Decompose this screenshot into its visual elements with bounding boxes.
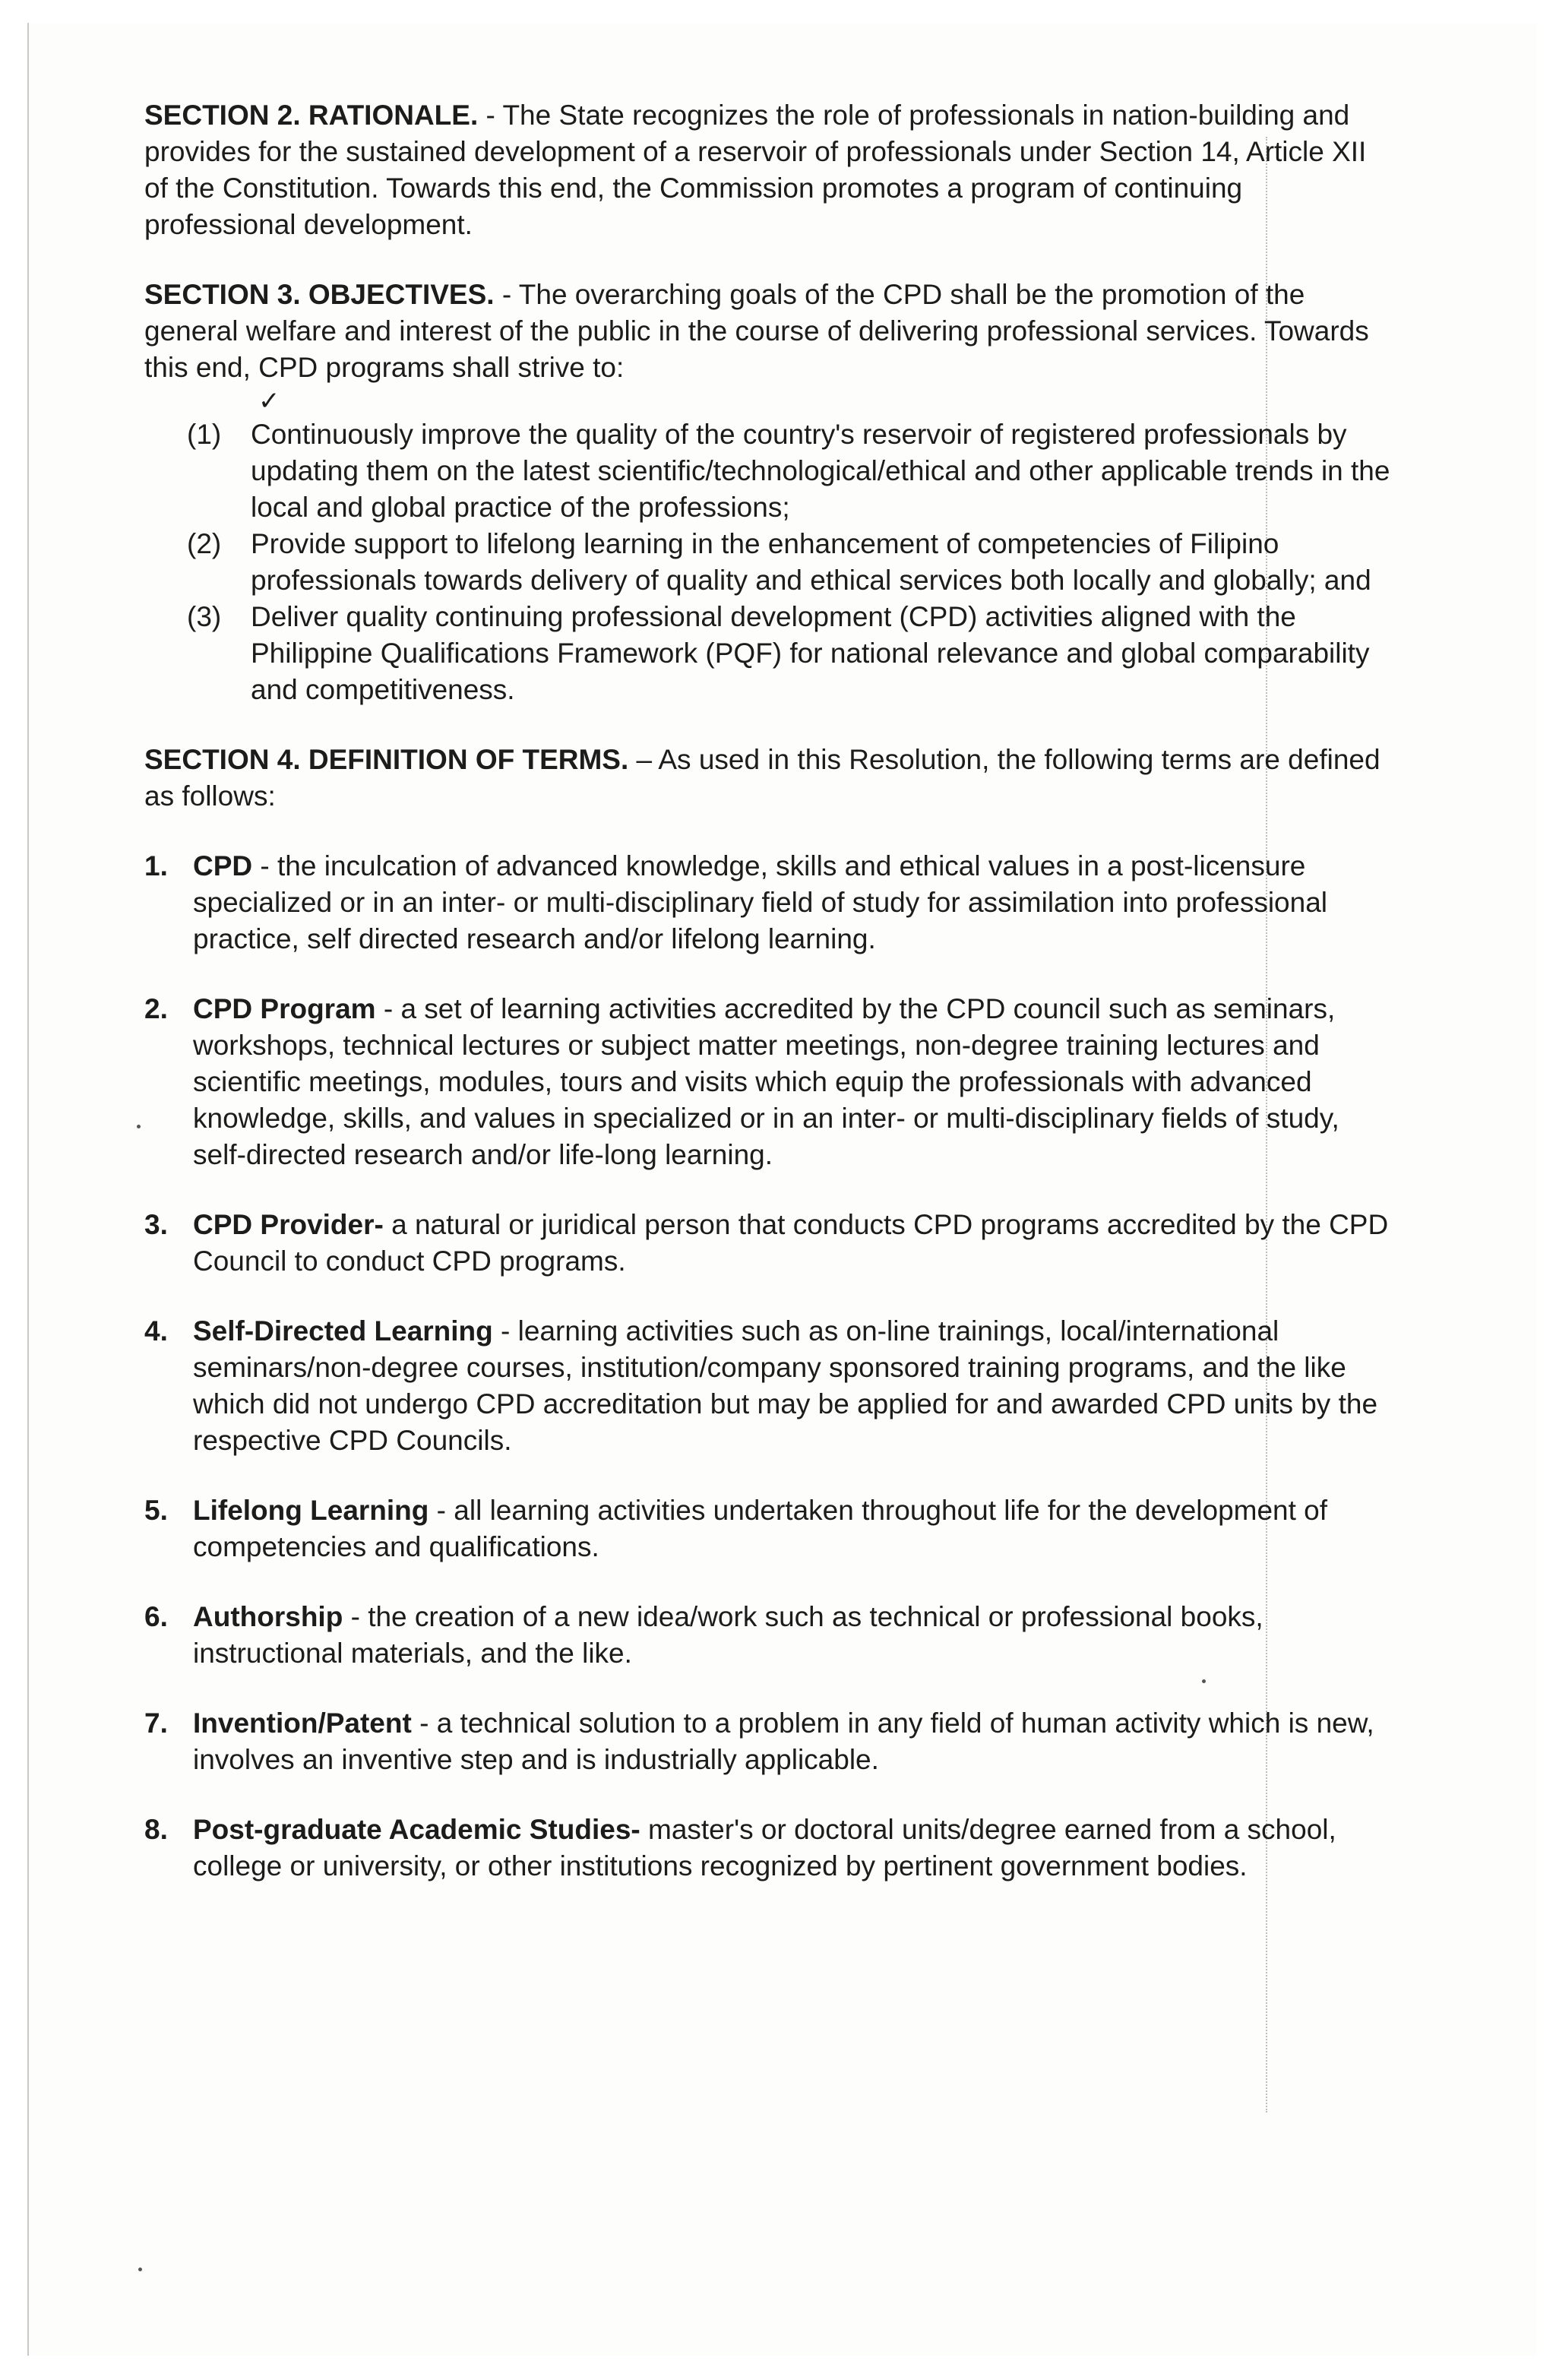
definition-body <box>193 1492 1390 1565</box>
definition-number: 3. <box>144 1209 168 1240</box>
definition-item-cpd <box>144 848 1390 957</box>
definition-item-cpd-program <box>144 991 1390 1173</box>
definition-number: 2. <box>144 993 168 1024</box>
definition-term: Invention/Patent <box>193 1707 412 1739</box>
definition-body <box>193 1599 1390 1672</box>
definition-number: 4. <box>144 1315 168 1347</box>
definition-text: a natural or juridical person that conducts CPD programs accredited by the CPD Council to conduct CPD programs. <box>193 1209 1389 1277</box>
definition-term: Authorship <box>193 1601 343 1632</box>
definition-body <box>193 991 1390 1173</box>
section-definitions-heading: SECTION 4. DEFINITION OF TERMS. <box>144 744 629 775</box>
objectives-list <box>144 416 1390 708</box>
definition-text: - a set of learning activities accredited by the CPD council such as seminars, workshops, technical lectures or subject matter meetings, non-degree training lectures and scientific meetings, modules, tours and visits which equip the professionals with advanced knowledge, skills, and values in specialized or in an inter- or multi-disciplinary fields of study, self-directed research and/or life-long learning. <box>193 993 1339 1170</box>
definition-item-cpd-provider <box>144 1207 1390 1280</box>
definition-term: Lifelong Learning <box>193 1495 429 1526</box>
document-page <box>144 97 1390 1918</box>
objective-text: Continuously improve the quality of the country's reservoir of registered professionals by updating them on the latest scientific/technological/ethical and other applicable trends in the local and global practice of the professions; <box>251 419 1390 523</box>
objective-text: Provide support to lifelong learning in the enhancement of competencies of Filipino professionals towards delivery of quality and ethical services both locally and globally; and <box>251 528 1371 596</box>
objective-number: (1) <box>187 419 222 450</box>
scan-speck <box>137 1125 141 1128</box>
definition-number: 8. <box>144 1814 168 1845</box>
definition-number: 1. <box>144 850 168 881</box>
section-definitions-paragraph <box>144 742 1390 815</box>
definitions-list <box>144 848 1390 1885</box>
definition-body <box>193 848 1390 957</box>
definition-text: master's or doctoral units/degree earned from a school, college or university, or other institutions recognized by pertinent government bodies. <box>193 1814 1336 1882</box>
objective-number: (3) <box>187 601 222 632</box>
section-objectives <box>144 277 1390 708</box>
definition-text: - learning activities such as on-line trainings, local/international seminars/non-degree courses, institution/company sponsored training programs, and the like which did not undergo CPD accreditation but may be applied for and awarded CPD units by the respective CPD Councils. <box>193 1315 1378 1456</box>
objective-item <box>144 526 1390 599</box>
objective-text: Deliver quality continuing professional development (CPD) activities aligned with the Philippine Qualifications Framework (PQF) for national relevance and global comparability and competitiveness. <box>251 601 1370 705</box>
definition-term: CPD Program <box>193 993 376 1024</box>
definition-item-invention-patent <box>144 1705 1390 1778</box>
section-rationale-heading: SECTION 2. RATIONALE. <box>144 100 479 131</box>
definition-text: - the creation of a new idea/work such as technical or professional books, instructional materials, and the like. <box>193 1601 1263 1669</box>
section-definitions <box>144 742 1390 1885</box>
section-objectives-text: - The overarching goals of the CPD shall be the promotion of the general welfare and interest of the public in the course of delivering professional services. Towards this end, CPD programs shall strive to: <box>144 279 1369 383</box>
definition-body <box>193 1313 1390 1459</box>
definition-text: - the inculcation of advanced knowledge, skills and ethical values in a post-licensure specialized or in an inter- or multi-disciplinary field of study for assimilation into professional practice, self directed research and/or lifelong learning. <box>193 850 1327 954</box>
objective-item <box>144 416 1390 526</box>
section-rationale <box>144 97 1390 243</box>
definition-item-authorship <box>144 1599 1390 1672</box>
definition-number: 5. <box>144 1495 168 1526</box>
definition-text: - all learning activities undertaken throughout life for the development of competencies and qualifications. <box>193 1495 1328 1562</box>
definition-body <box>193 1812 1390 1885</box>
definition-term: CPD <box>193 850 253 881</box>
definition-body <box>193 1705 1390 1778</box>
definition-term: Self-Directed Learning <box>193 1315 493 1347</box>
section-rationale-paragraph <box>144 97 1390 243</box>
definition-item-self-directed-learning <box>144 1313 1390 1459</box>
section-objectives-paragraph <box>144 277 1390 386</box>
definition-term: Post-graduate Academic Studies- <box>193 1814 640 1845</box>
definition-body <box>193 1207 1390 1280</box>
definition-text: - a technical solution to a problem in any field of human activity which is new, involves an inventive step and is industrially applicable. <box>193 1707 1374 1775</box>
definition-item-lifelong-learning <box>144 1492 1390 1565</box>
section-definitions-text: – As used in this Resolution, the following terms are defined as follows: <box>144 744 1380 812</box>
section-rationale-text: - The State recognizes the role of professionals in nation-building and provides for the sustained development of a reservoir of professionals under Section 14, Article XII of the Constitution. Towards this end, the Commission promotes a program of continuing professional development. <box>144 100 1367 240</box>
definition-number: 7. <box>144 1707 168 1739</box>
scan-speck <box>138 2268 142 2271</box>
definition-number: 6. <box>144 1601 168 1632</box>
definition-item-post-graduate-studies <box>144 1812 1390 1885</box>
definition-term: CPD Provider- <box>193 1209 384 1240</box>
section-objectives-heading: SECTION 3. OBJECTIVES. <box>144 279 495 310</box>
objective-item <box>144 599 1390 708</box>
handwritten-check-mark: ✓ <box>258 387 280 416</box>
objective-number: (2) <box>187 528 222 559</box>
